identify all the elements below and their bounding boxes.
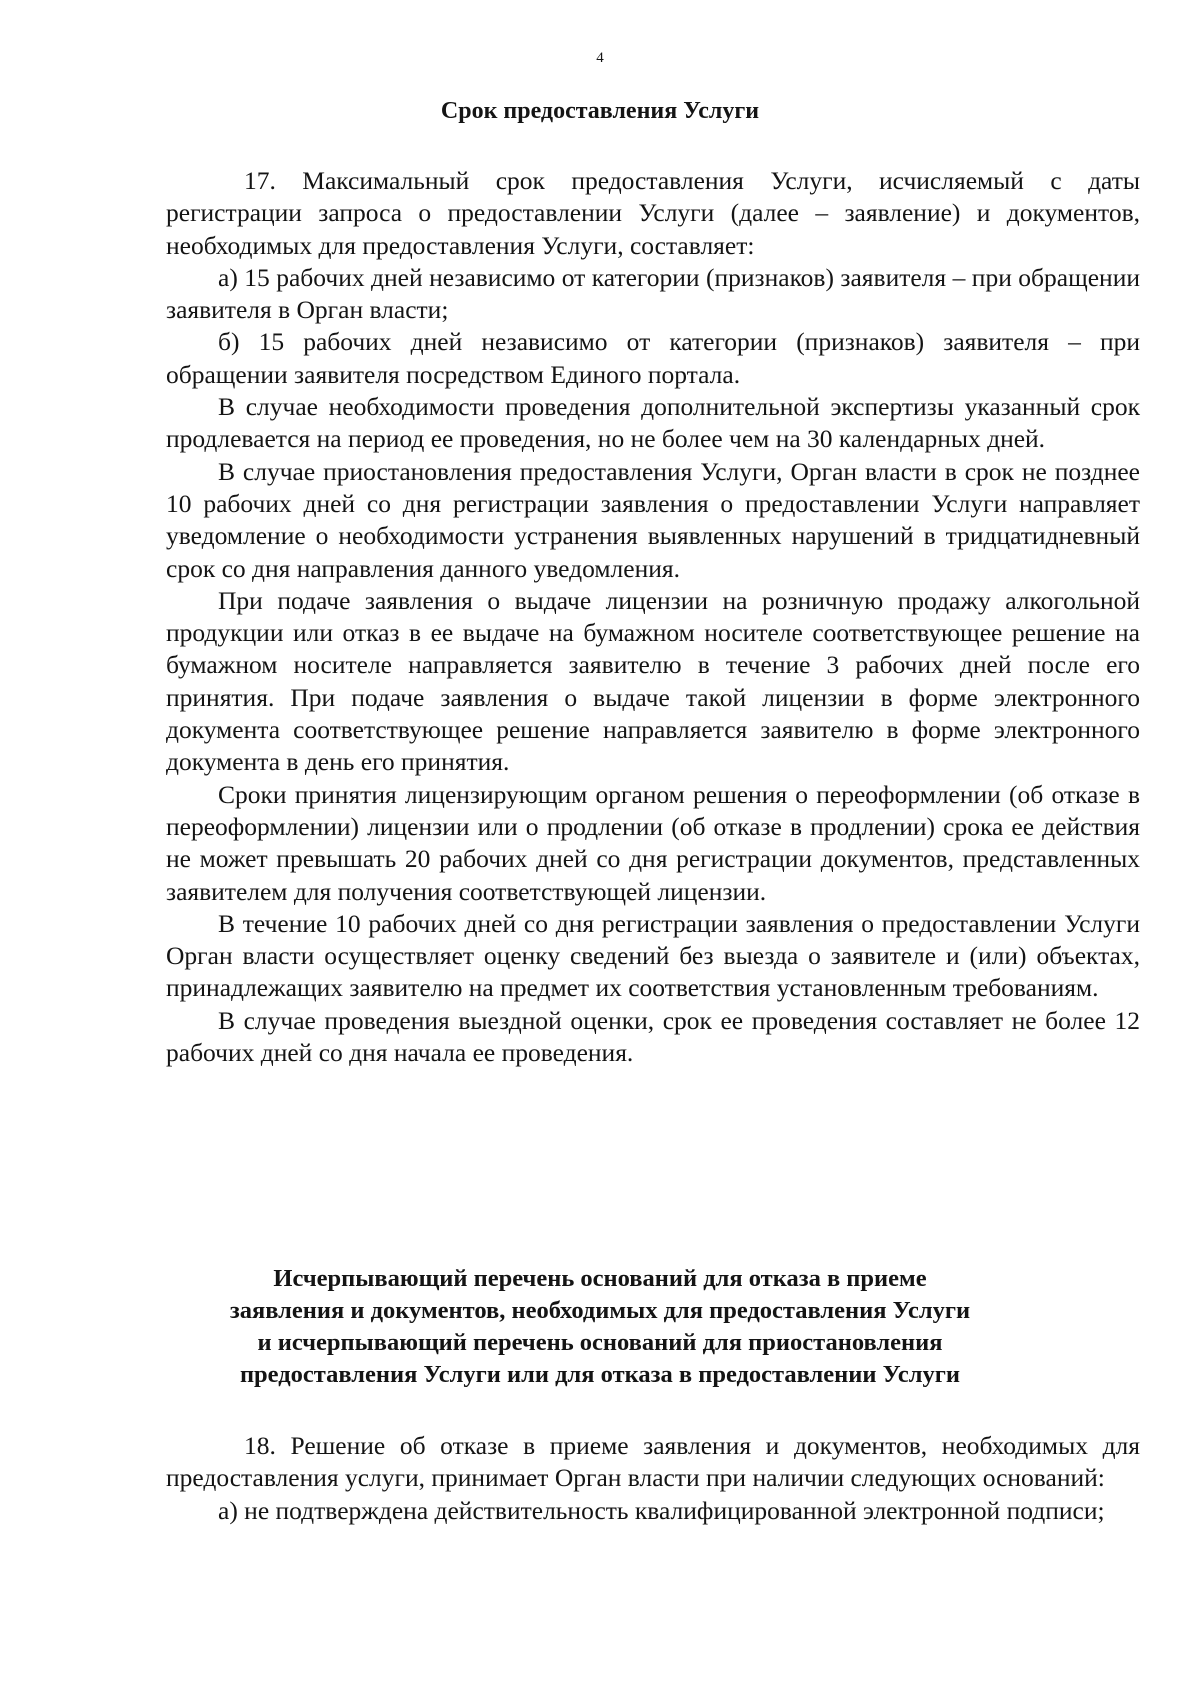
paragraph-reissue-terms: Сроки принятия лицензирующим органом решения о переоформлении (об отказе в переоформлении) лицензии или о продлении (об отказе в продлении) срока ее действия не может превышать 20 рабочих дней со дня регистрации документов, представленных заявителем для получения соответствующей лицензии. — [166, 779, 1140, 906]
section-heading-term: Срок предоставления Услуги — [440, 98, 760, 124]
heading-line: заявления и документов, необходимых для предоставления Услуги — [229, 1297, 971, 1324]
paragraph-17-item-b: б) 15 рабочих дней независимо от категории (признаков) заявителя – при обращении заявителя посредством Единого портала. — [166, 327, 1140, 389]
paragraph-license-decision: При подаче заявления о выдаче лицензии на розничную продажу алкогольной продукции или отказ в ее выдаче на бумажном носителе соответствующее решение на бумажном носителе направляется заявителю в течение 3 рабочих дней после его принятия. При подаче заявления о выдаче такой лицензии в форме электронного документа соответствующее решение направляется заявителю в форме электронного документа в день его принятия. — [166, 585, 1140, 777]
page-number: 4 — [596, 50, 604, 66]
heading-line: предоставления Услуги или для отказа в предоставлении Услуги — [239, 1361, 961, 1388]
paragraph-18-item-a: а) не подтверждена действительность квалифицированной электронной подписи; — [218, 1495, 1105, 1525]
section-body-refusal — [166, 1430, 1140, 1527]
paragraph-18: 18. Решение об отказе в приеме заявления и документов, необходимых для предоставления услуги, принимает Орган власти при наличии следующих оснований: — [166, 1431, 1140, 1493]
paragraph-17-item-a: а) 15 рабочих дней независимо от категории (признаков) заявителя – при обращении заявителя в Орган власти; — [166, 262, 1140, 325]
section-heading-refusal-grounds — [0, 1263, 1200, 1391]
heading-line: и исчерпывающий перечень оснований для приостановления — [257, 1329, 943, 1356]
paragraph-field-assessment: В случае проведения выездной оценки, срок ее проведения составляет не более 12 рабочих дней со дня начала ее проведения. — [166, 1005, 1140, 1068]
paragraph-suspension: В случае приостановления предоставления Услуги, Орган власти в срок не позднее 10 рабочих дней со дня регистрации заявления о предоставлении Услуги направляет уведомление о необходимости устранения выявленных нарушений в тридцатидневный срок со дня направления данного уведомления. — [166, 456, 1140, 583]
heading-line: Исчерпывающий перечень оснований для отказа в приеме — [273, 1265, 927, 1292]
paragraph-17: 17. Максимальный срок предоставления Услуги, исчисляемый с даты регистрации запроса о предоставлении Услуги (далее – заявление) и документов, необходимых для предоставления Услуги, составляет: — [166, 166, 1140, 260]
paragraph-assessment: В течение 10 рабочих дней со дня регистрации заявления о предоставлении Услуги Орган власти осуществляет оценку сведений без выезда о заявителе и (или) объектах, принадлежащих заявителю на предмет их соответствия установленным требованиям. — [166, 908, 1140, 1003]
section-body-term — [166, 165, 1140, 1069]
paragraph-expertise-extension: В случае необходимости проведения дополнительной экспертизы указанный срок продлевается на период ее проведения, но не более чем на 30 календарных дней. — [166, 392, 1140, 454]
